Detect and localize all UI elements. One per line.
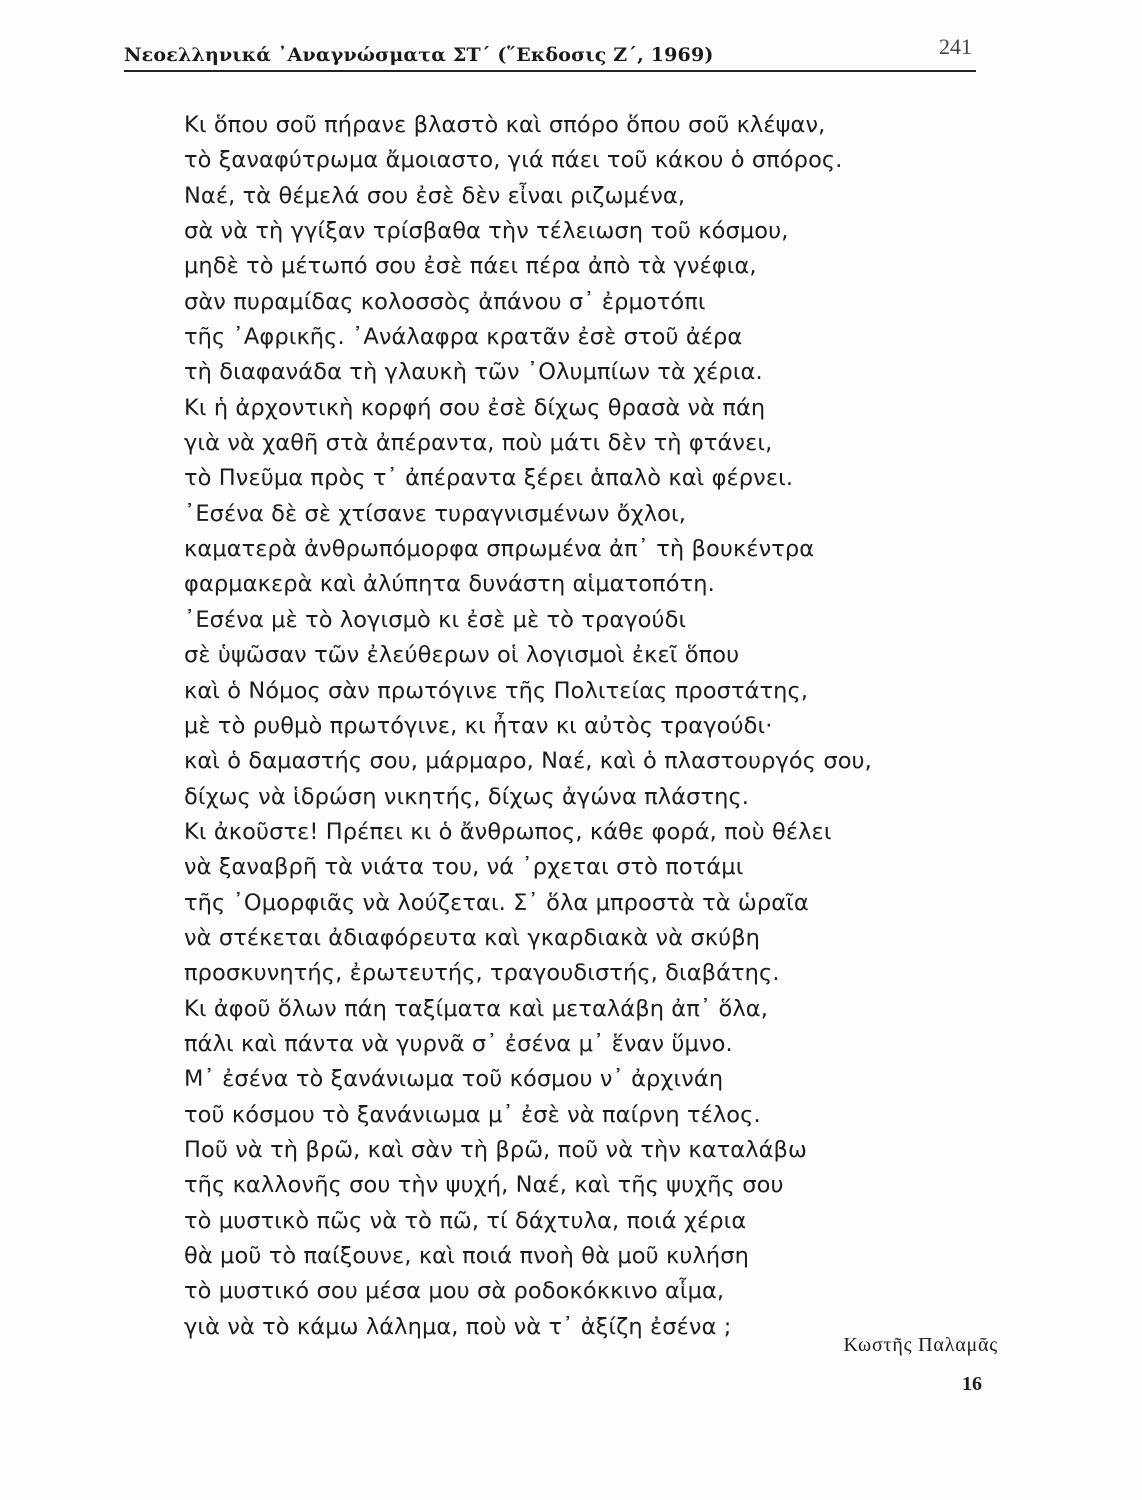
- poem-line: τῆς ᾿Αφρικῆς. ᾿Ανάλαφρα κρατᾶν ἐσὲ στοῦ ἀέρα: [184, 324, 743, 351]
- poem-line: τὸ Πνεῦμα πρὸς τ᾿ ἀπέραντα ξέρει ἁπαλὸ καὶ φέρνει.: [184, 465, 794, 492]
- poem-number: 16: [962, 1373, 982, 1395]
- poem-line: νὰ ξαναβρῆ τὰ νιάτα του, νά ᾿ρχεται στὸ ποτάμι: [184, 854, 744, 881]
- poem-line: θὰ μοῦ τὸ παίξουνε, καὶ ποιά πνοὴ θὰ μοῦ κυλήση: [184, 1243, 749, 1269]
- poem-line: γιὰ νὰ χαθῆ στὰ ἀπέραντα, ποὺ μάτι δὲν τὴ φτάνει,: [184, 430, 773, 457]
- poem-line: προσκυνητής, ἐρωτευτής, τραγουδιστής, διαβάτης.: [184, 960, 780, 987]
- running-head: Νεοελληνικά ᾿Αναγνώσματα ΣΤ΄ (῞Εκδοσις Ζ΄, 1969): [124, 44, 714, 66]
- poem-line: καὶ ὁ δαμαστής σου, μάρμαρο, Ναέ, καὶ ὁ πλαστουργός σου,: [184, 748, 872, 775]
- poem-line: Κι ὅπου σοῦ πήρανε βλαστὸ καὶ σπόρο ὅπου σοῦ κλέψαν,: [184, 112, 826, 138]
- poem-line: Κι ἀφοῦ ὅλων πάη ταξίματα καὶ μεταλάβη ἀπ᾿ ὅλα,: [184, 995, 768, 1022]
- poem-line: γιὰ νὰ τὸ κάμω λάλημα, ποὺ νὰ τ᾿ ἀξίζη ἐσένα ;: [184, 1313, 732, 1340]
- poem-line: σὰν πυραμίδας κολοσσὸς ἀπάνου σ᾿ ἐρμοτόπι: [184, 288, 706, 315]
- poem-line: καὶ ὁ Νόμος σὰν πρωτόγινε τῆς Πολιτείας προστάτης,: [184, 677, 809, 704]
- poem-line: Μ᾿ ἐσένα τὸ ξανάνιωμα τοῦ κόσμου ν᾿ ἀρχινάη: [184, 1066, 724, 1093]
- poem-line: τὸ μυστικό σου μέσα μου σὰ ροδοκόκκινο αἷμα,: [184, 1278, 725, 1305]
- poem-line: μηδὲ τὸ μέτωπό σου ἐσὲ πάει πέρα ἀπὸ τὰ γνέφια,: [184, 253, 757, 280]
- poem-line: δίχως νὰ ἱδρώση νικητής, δίχως ἀγώνα πλάστης.: [184, 783, 750, 810]
- poem: [184, 108, 1004, 1345]
- poem-line: Κι ἀκοῦστε! Πρέπει κι ὁ ἄνθρωπος, κάθε φορά, ποὺ θέλει: [184, 818, 832, 845]
- poem-line: φαρμακερὰ καὶ ἀλύπητα δυνάστη αἱματοπότη.: [184, 571, 715, 598]
- poem-line: νὰ στέκεται ἀδιαφόρευτα καὶ γκαρδιακὰ νὰ σκύβη: [184, 924, 761, 951]
- poem-line: τὴ διαφανάδα τὴ γλαυκὴ τῶν ᾿Ολυμπίων τὰ χέρια.: [184, 359, 763, 386]
- poem-line: Κι ἡ ἀρχοντικὴ κορφή σου ἐσὲ δίχως θρασὰ νὰ πάη: [184, 394, 766, 421]
- poem-author: Κωστῆς Παλαμᾶς: [843, 1334, 998, 1356]
- poem-line: τῆς ᾿Ομορφιᾶς νὰ λούζεται. Σ᾿ ὅλα μπροστὰ τὰ ὡραῖα: [184, 889, 809, 916]
- poem-line: τὸ μυστικὸ πῶς νὰ τὸ πῶ, τί δάχτυλα, ποιά χέρια: [184, 1207, 747, 1234]
- poem-line: τὸ ξαναφύτρωμα ἄμοιαστο, γιά πάει τοῦ κάκου ὁ σπόρος.: [184, 147, 843, 174]
- poem-line: σὲ ὑψῶσαν τῶν ἐλεύθερων οἱ λογισμοὶ ἐκεῖ ὅπου: [184, 642, 740, 669]
- poem-line: ᾿Εσένα δὲ σὲ χτίσανε τυραγνισμένων ὄχλοι,: [184, 500, 686, 527]
- poem-line: καματερὰ ἀνθρωπόμορφα σπρωμένα ἀπ᾿ τὴ βουκέντρα: [184, 536, 815, 563]
- poem-line: ᾿Εσένα μὲ τὸ λογισμὸ κι ἐσὲ μὲ τὸ τραγούδι: [184, 606, 687, 633]
- page-number: 241: [939, 34, 972, 59]
- poem-line: τοῦ κόσμου τὸ ξανάνιωμα μ᾿ ἐσὲ νὰ παίρνη τέλος.: [184, 1101, 761, 1128]
- poem-line: τῆς καλλονῆς σου τὴν ψυχή, Ναέ, καὶ τῆς ψυχῆς σου: [184, 1172, 784, 1199]
- poem-line: Ποῦ νὰ τὴ βρῶ, καὶ σὰν τὴ βρῶ, ποῦ νὰ τὴν καταλάβω: [184, 1136, 807, 1163]
- page-header: [124, 34, 976, 74]
- poem-line: πάλι καὶ πάντα νὰ γυρνᾶ σ᾿ ἐσένα μ᾿ ἕναν ὕμνο.: [184, 1030, 733, 1057]
- poem-line: μὲ τὸ ρυθμὸ πρωτόγινε, κι ἦταν κι αὐτὸς τραγούδι·: [184, 712, 773, 739]
- poem-line: Ναέ, τὰ θέμελά σου ἐσὲ δὲν εἶναι ριζωμένα,: [184, 182, 686, 209]
- header-rule: [124, 70, 976, 72]
- poem-line: σὰ νὰ τὴ γγίξαν τρίσβαθα τὴν τέλειωση τοῦ κόσμου,: [184, 218, 789, 245]
